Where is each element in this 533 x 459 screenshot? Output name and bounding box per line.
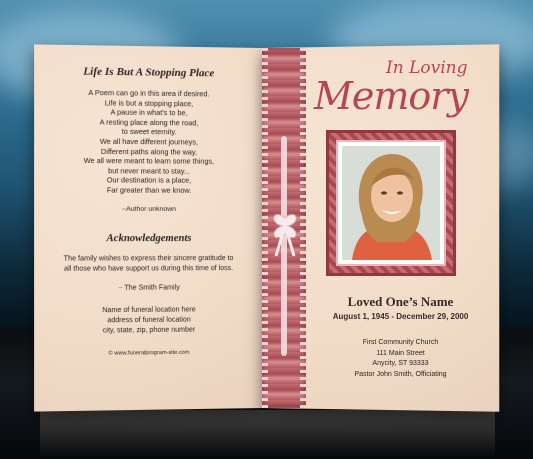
- poem-title: Life Is But A Stopping Place: [83, 65, 215, 80]
- service-line: First Community Church: [362, 339, 439, 346]
- photo-mat: [338, 142, 444, 264]
- family-signature: – The Smith Family: [118, 283, 180, 292]
- funeral-program-booklet: [38, 48, 495, 408]
- left-panel-content: [47, 65, 250, 357]
- service-line: Anycity, ST 93333: [372, 360, 429, 367]
- location-line: address of funeral location: [107, 316, 191, 324]
- service-line: Pastor John Smith, Officiating: [354, 370, 447, 378]
- portrait-image: [342, 146, 440, 260]
- location-line: city, state, zip, phone number: [102, 326, 196, 334]
- poem-line: A pause in what's to be,: [110, 107, 188, 118]
- service-details: [306, 338, 495, 380]
- acknowledgements-title: Acknowledgements: [106, 232, 192, 244]
- funeral-location: [47, 305, 250, 337]
- location-line: Name of funeral location here: [102, 305, 196, 314]
- poem-line: Different paths along the way,: [100, 146, 198, 157]
- ribbon-bow-icon: [266, 208, 304, 258]
- poem-line: We all were meant to learn some things,: [83, 156, 214, 166]
- acknowledgement-line: all those who have support us during this time of loss.: [64, 264, 234, 273]
- heading-memory: Memory: [314, 74, 468, 118]
- poem-line: We all have different journeys,: [99, 136, 199, 147]
- loved-one-name: Loved One’s Name: [347, 294, 454, 309]
- poem-body: [47, 87, 250, 195]
- website-credit: © www.funeralprogram-site.com: [108, 349, 190, 357]
- right-panel-content: [306, 48, 495, 408]
- service-line: 111 Main Street: [376, 349, 425, 357]
- poem-line: Our destination is a place,: [106, 175, 192, 186]
- poem-line: A resting place along the road,: [99, 117, 199, 128]
- poem-author: –Author unknown: [122, 205, 177, 213]
- life-dates: August 1, 1945 - December 29, 2000: [332, 312, 469, 321]
- portrait-photo: [342, 146, 440, 260]
- table-reflection: [40, 410, 495, 459]
- poem-line: A Poem can go in this area if desired.: [88, 87, 210, 99]
- poem-line: to sweet eternity.: [121, 127, 177, 137]
- poem-line: Life is but a stopping place,: [104, 97, 194, 108]
- heading-in-loving: In Loving: [386, 58, 468, 78]
- poem-line: but never meant to stay...: [108, 165, 191, 176]
- left-panel: [34, 44, 262, 411]
- poem-line: Far greater than we know.: [106, 185, 192, 195]
- acknowledgement-line: The family wishes to express their sincere gratitude to: [63, 254, 234, 263]
- photo-frame: [326, 130, 456, 276]
